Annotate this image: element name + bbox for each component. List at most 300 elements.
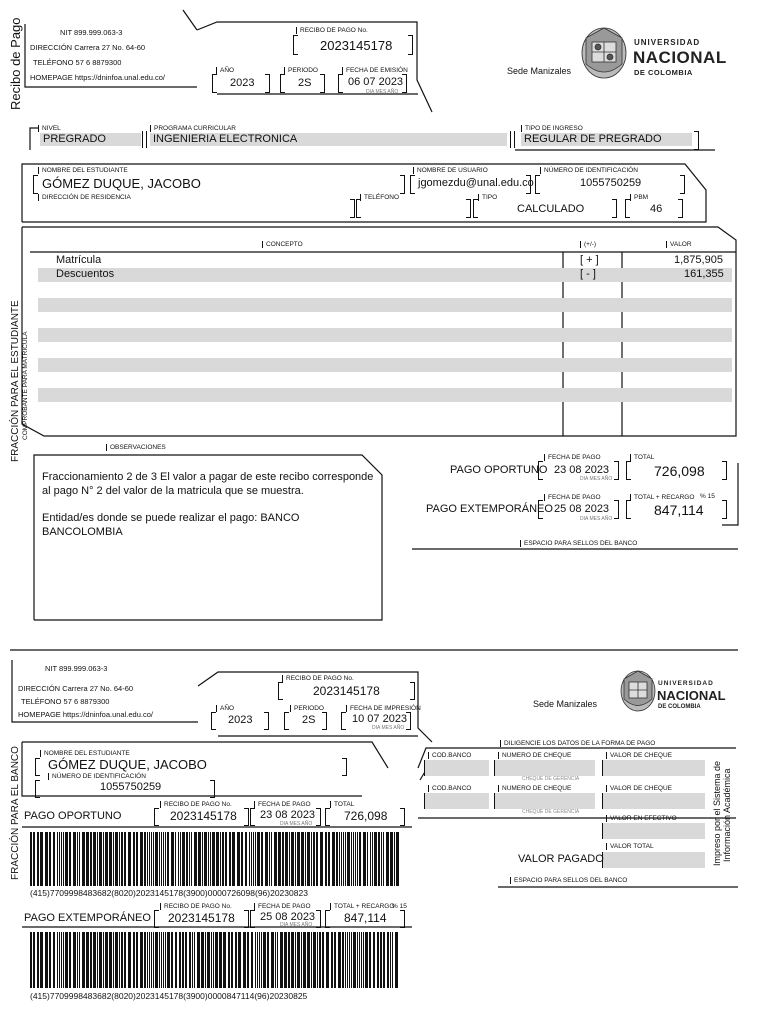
barcode-bar — [140, 832, 143, 886]
barcode-bar — [336, 832, 338, 886]
barcode-bar — [357, 932, 358, 988]
barcode-bar — [325, 832, 327, 886]
usuario-value: jgomezdu@unal.edu.co — [418, 177, 534, 189]
barcode-bar — [377, 932, 379, 988]
barcode-bar — [144, 832, 146, 886]
observaciones-text1: Fraccionamiento 2 de 3 El valor a pagar de este recibo corresponde al pago N° 2 del valor de la matricula que se muestra. — [42, 471, 374, 497]
barcode-bar — [82, 932, 85, 988]
barcode-bar — [191, 832, 192, 886]
barcode-bar — [133, 932, 135, 988]
barcode-oportuno-text: (415)7709998483682(8020)2023145178(3900)0000726098(96)20230823 — [30, 888, 308, 898]
barcode-bar — [251, 932, 253, 988]
barcode-bar — [40, 932, 43, 988]
bank-recibo-value3: 2023145178 — [168, 911, 235, 925]
id-label: NÚMERO DE IDENTIFICACIÓN — [540, 167, 638, 174]
observaciones-text2: Entidad/es donde se puede realizar el pago: BANCO BANCOLOMBIA — [42, 512, 300, 538]
barcode-bar — [121, 932, 123, 988]
barcode-bar — [295, 832, 296, 886]
bracket — [406, 712, 411, 730]
comprobante-label: COMPROBANTE PARA MATRICULA — [22, 331, 29, 440]
valor-total-field[interactable] — [602, 852, 705, 868]
barcode-bar — [326, 932, 329, 988]
barcode-bar — [119, 832, 120, 886]
barcode-bar — [235, 932, 237, 988]
numero-cheque-field-1[interactable] — [494, 760, 595, 776]
barcode-bar — [128, 832, 131, 886]
barcode-bar — [153, 932, 154, 988]
barcode-bar — [37, 932, 39, 988]
barcode-bar — [57, 932, 58, 988]
bank-recibo-label3: RECIBO DE PAGO No. — [160, 903, 232, 910]
barcode-bar — [257, 932, 258, 988]
concept-row-1-sign: [ - ] — [580, 268, 596, 280]
barcode-bar — [128, 932, 131, 988]
barcode-bar — [359, 932, 360, 988]
barcode-bar — [319, 932, 321, 988]
barcode-bar — [69, 932, 71, 988]
bracket — [142, 131, 147, 148]
barcode-bar — [202, 832, 203, 886]
barcode-bar — [61, 932, 62, 988]
bracket — [35, 780, 40, 798]
university-logo — [574, 18, 732, 98]
barcode-bar — [363, 832, 366, 886]
barcode-bar — [347, 832, 350, 886]
barcode-bar — [201, 932, 204, 988]
barcode-bar — [103, 832, 104, 886]
barcode-bar — [115, 832, 118, 886]
cod-banco-field-1[interactable] — [424, 760, 489, 776]
nombre-label: NOMBRE DEL ESTUDIANTE — [38, 167, 128, 174]
barcode-bar — [305, 832, 306, 886]
anio-label: AÑO — [216, 67, 234, 74]
barcode-bar — [151, 932, 152, 988]
barcode-bar — [194, 932, 195, 988]
numero-cheque-field-2[interactable] — [494, 793, 595, 809]
barcode-bar — [247, 932, 249, 988]
barcode-bar — [179, 932, 181, 988]
barcode-bar — [317, 932, 318, 988]
barcode-bar — [97, 832, 98, 886]
barcode-bar — [103, 932, 104, 988]
barcode-bar — [373, 932, 375, 988]
barcode-bar — [289, 832, 290, 886]
barcode-bar — [93, 832, 96, 886]
barcode-bar — [255, 932, 256, 988]
logo-line3: DE COLOMBIA — [634, 68, 693, 77]
bank-recibo-label: RECIBO DE PAGO No. — [282, 675, 354, 682]
bank-fecha-impresion-label: FECHA DE IMPRESIÓN — [346, 705, 421, 712]
bracket — [473, 199, 478, 218]
barcode-bar — [353, 932, 356, 988]
bracket — [210, 780, 215, 798]
receipt-title: Recibo de Pago — [8, 17, 23, 110]
bank-homepage-link[interactable]: https://dninfoa.unal.edu.co/ — [62, 710, 153, 719]
barcode-bar — [396, 832, 399, 886]
sellos-label: ESPACIO PARA SELLOS DEL BANCO — [520, 540, 637, 547]
barcode-bar — [33, 832, 35, 886]
barcode-bar — [280, 932, 283, 988]
bracket — [408, 35, 413, 55]
nivel-value: PREGRADO — [40, 133, 141, 146]
bracket — [410, 175, 415, 194]
bracket — [400, 808, 405, 826]
barcode-bar — [223, 932, 226, 988]
barcode-bar — [291, 832, 294, 886]
barcode-bar — [204, 832, 207, 886]
bracket — [338, 74, 343, 93]
barcode-bar — [73, 832, 76, 886]
programa-label: PROGRAMA CURRICULAR — [150, 125, 236, 132]
concepto-label: CONCEPTO — [262, 241, 303, 248]
valor-cheque-label: VALOR DE CHEQUE — [606, 752, 672, 759]
barcode-bar — [232, 832, 235, 886]
concept-row-1-label: Descuentos — [56, 268, 115, 280]
barcode-bar — [86, 932, 89, 988]
bank-fecha-extemporaneo: 25 08 2023 — [260, 911, 316, 923]
cod-banco-field-2[interactable] — [424, 793, 489, 809]
barcode-bar — [370, 832, 371, 886]
barcode-bar — [231, 932, 233, 988]
bracket — [350, 199, 355, 218]
programa-value: INGENIERIA ELECTRONICA — [150, 133, 507, 146]
barcode-bar — [372, 832, 373, 886]
barcode-bar — [343, 832, 344, 886]
barcode-bar — [207, 932, 210, 988]
barcode-bar — [119, 932, 120, 988]
bracket — [400, 175, 405, 194]
barcode-bar — [342, 932, 344, 988]
barcode-bar — [380, 932, 382, 988]
barcode-bar — [49, 832, 51, 886]
bank-direccion-row — [18, 684, 133, 693]
barcode-bar — [275, 932, 276, 988]
dia-mes-anio-hint: DIA MES AÑO — [580, 516, 613, 522]
barcode-bar — [291, 932, 294, 988]
barcode-bar — [353, 832, 354, 886]
impreso-line2: Información Académica — [722, 768, 732, 862]
bracket — [342, 758, 347, 776]
homepage-link[interactable]: https://dninfoa.unal.edu.co/ — [74, 73, 165, 82]
bank-recibo-value: 2023145178 — [313, 684, 380, 698]
barcode-bar — [383, 832, 384, 886]
bracket — [293, 35, 298, 55]
barcode-bar — [277, 932, 278, 988]
valor-cheque-field-2[interactable] — [602, 793, 705, 809]
concept-row-1-value: 161,355 — [684, 268, 724, 280]
bank-fecha-pago-label: FECHA DE PAGO — [254, 801, 311, 808]
sede-text: Sede Manizales — [507, 66, 572, 76]
barcode-bar — [136, 832, 138, 886]
pbm-value: 46 — [650, 203, 663, 215]
bank-direccion-value: Carrera 27 No. 64-60 — [62, 684, 134, 693]
barcode-bar — [311, 932, 312, 988]
recargo-pct: % 15 — [700, 493, 715, 500]
direccion-row — [30, 43, 145, 52]
bracket — [341, 712, 346, 730]
bracket — [612, 199, 617, 218]
bracket — [694, 131, 699, 150]
barcode-bar — [245, 832, 247, 886]
bracket — [265, 74, 270, 93]
bracket — [722, 461, 727, 480]
concept-row-0-value: 1,875,905 — [674, 254, 723, 266]
barcode-bar — [243, 932, 246, 988]
barcode-bar — [212, 832, 215, 886]
logo-line1: UNIVERSIDAD — [658, 680, 714, 687]
barcode-bar — [155, 832, 158, 886]
barcode-bar — [33, 932, 35, 988]
barcode-extemporaneo-text: (415)7709998483682(8020)2023145178(3900)0000847114(96)20230825 — [30, 991, 308, 1001]
bracket — [322, 712, 327, 730]
bank-fecha-oportuno: 23 08 2023 — [260, 809, 316, 821]
fecha-oportuno-value: 23 08 2023 — [554, 464, 610, 476]
barcode-bar — [367, 832, 368, 886]
barcode-bar — [189, 932, 191, 988]
barcode-bar — [113, 932, 114, 988]
bracket — [212, 74, 217, 93]
barcode-bar — [392, 932, 393, 988]
barcode-bar — [365, 932, 368, 988]
concepts-stripes — [38, 268, 732, 418]
barcode-bar — [45, 932, 48, 988]
barcode-bar — [285, 832, 288, 886]
barcode-bar — [351, 932, 352, 988]
barcode-bar — [59, 832, 60, 886]
barcode-bar — [59, 932, 60, 988]
valor-cheque-label2: VALOR DE CHEQUE — [606, 785, 672, 792]
barcode-bar — [79, 932, 80, 988]
bank-nit: NIT 899.999.063-3 — [45, 664, 108, 673]
barcode-bar — [90, 832, 92, 886]
barcode-bar — [147, 832, 148, 886]
bank-recibo-label2: RECIBO DE PAGO No. — [160, 801, 232, 808]
barcode-bar — [144, 932, 146, 988]
bracket — [680, 175, 685, 194]
barcode-bar — [171, 932, 173, 988]
barcode-bar — [167, 832, 169, 886]
barcode-bar — [161, 932, 162, 988]
barcode-bar — [163, 832, 164, 886]
barcode-bar — [357, 832, 358, 886]
bracket — [280, 74, 285, 93]
barcode-bar — [151, 832, 152, 886]
barcode-bar — [182, 832, 185, 886]
barcode-bar — [257, 832, 260, 886]
bank-id-label: NÚMERO DE IDENTIFICACIÓN — [48, 773, 146, 780]
barcode-bar — [313, 832, 315, 886]
logo-line2: NACIONAL — [657, 688, 726, 703]
homepage-row — [30, 73, 165, 82]
barcode-bar — [347, 932, 348, 988]
bracket — [526, 175, 531, 194]
valor-total-label: VALOR TOTAL — [606, 843, 654, 850]
bracket — [625, 199, 630, 218]
bracket — [535, 175, 540, 194]
numero-cheque-label: NUMERO DE CHEQUE — [498, 752, 571, 759]
barcode-bar — [228, 932, 230, 988]
total-oportuno-value: 726,098 — [654, 463, 705, 479]
barcode-bar — [163, 932, 164, 988]
barcode-bar — [394, 832, 395, 886]
bracket — [284, 712, 289, 730]
barcode-bar — [194, 832, 197, 886]
barcode-bar — [182, 932, 184, 988]
barcode-bar — [124, 932, 126, 988]
barcode-bar — [155, 932, 158, 988]
barcode-bar — [178, 832, 179, 886]
fecha-emision-value: 06 07 2023 — [348, 76, 404, 88]
barcode-bar — [261, 832, 263, 886]
barcode-bar — [165, 932, 166, 988]
university-crest-icon — [578, 24, 630, 82]
barcode-bar — [69, 832, 71, 886]
bank-total-oportuno: 726,098 — [344, 809, 388, 823]
barcode-bar — [167, 932, 170, 988]
valor-label: VALOR — [666, 241, 692, 248]
bank-fecha-impresion-value: 10 07 2023 — [352, 713, 408, 725]
barcode-extemporaneo — [30, 932, 400, 988]
barcode-bar — [297, 932, 300, 988]
barcode-bar — [219, 932, 222, 988]
bracket — [244, 808, 249, 826]
barcode-bar — [338, 932, 341, 988]
barcode-bar — [297, 832, 300, 886]
tipo-ingreso-label: TIPO DE INGRESO — [521, 125, 583, 132]
nit-text: NIT 899.999.063-3 — [60, 28, 123, 37]
bracket — [244, 910, 249, 928]
fecha-extemporaneo-value: 25 08 2023 — [554, 503, 610, 515]
id-value: 1055750259 — [580, 177, 642, 189]
barcode-bar — [99, 932, 102, 988]
dia-mes-anio-hint: DIA MES AÑO — [372, 725, 405, 731]
dia-mes-anio-hint: DIA MES AÑO — [280, 922, 313, 928]
pbm-label: PBM — [630, 194, 648, 201]
barcode-bar — [73, 932, 76, 988]
bracket — [320, 74, 325, 93]
fecha-pago-label: FECHA DE PAGO — [544, 454, 601, 461]
barcode-bar — [175, 832, 176, 886]
bank-recibo-value2: 2023145178 — [170, 809, 237, 823]
barcode-bar — [210, 832, 211, 886]
barcode-bar — [383, 932, 385, 988]
barcode-bar — [198, 832, 201, 886]
barcode-bar — [124, 832, 126, 886]
barcode-bar — [355, 832, 356, 886]
dia-mes-anio-hint: DIA MES AÑO — [280, 821, 313, 827]
barcode-bar — [136, 932, 138, 988]
barcode-bar — [159, 832, 160, 886]
bracket — [722, 500, 727, 519]
barcode-bar — [311, 832, 312, 886]
university-crest-icon — [618, 668, 658, 714]
barcode-bar — [301, 932, 302, 988]
concept-row-0-sign: [ + ] — [580, 254, 599, 266]
bracket — [402, 74, 407, 93]
bracket — [211, 712, 216, 730]
bank-fecha-pago-label2: FECHA DE PAGO — [254, 903, 311, 910]
barcode-bar — [284, 932, 287, 988]
direccion-residencia-label: DIRECCIÓN DE RESIDENCIA — [38, 194, 131, 201]
bank-total-label: TOTAL — [330, 801, 354, 808]
barcode-bar — [93, 932, 96, 988]
barcode-bar — [65, 932, 68, 988]
impreso-line1: Impreso por el Sistema de — [712, 760, 722, 866]
barcode-bar — [149, 932, 150, 988]
barcode-bar — [386, 832, 389, 886]
bank-oportuno-label: PAGO OPORTUNO — [24, 810, 122, 822]
total-extemporaneo-value: 847,114 — [654, 502, 704, 518]
barcode-bar — [359, 832, 361, 886]
barcode-bar — [369, 932, 371, 988]
barcode-bar — [278, 832, 281, 886]
bank-total-extemporaneo: 847,114 — [344, 911, 387, 925]
bracket — [614, 500, 619, 519]
barcode-bar — [97, 932, 98, 988]
valor-cheque-field-1[interactable] — [602, 760, 705, 776]
barcode-bar — [63, 832, 64, 886]
bracket — [538, 500, 543, 519]
barcode-bar — [331, 932, 333, 988]
barcode-bar — [269, 832, 270, 886]
barcode-bar — [341, 832, 342, 886]
barcode-bar — [328, 832, 330, 886]
bracket — [250, 910, 255, 928]
homepage-label: HOMEPAGE — [30, 73, 73, 82]
barcode-bar — [334, 932, 336, 988]
barcode-bar — [249, 832, 250, 886]
fecha-emision-label: FECHA DE EMISIÓN — [342, 67, 408, 74]
cod-banco-label2: COD.BANCO — [428, 785, 471, 792]
barcode-bar — [390, 832, 393, 886]
bracket — [538, 461, 543, 480]
barcode-bar — [282, 832, 284, 886]
valor-efectivo-field[interactable] — [602, 823, 705, 839]
barcode-bar — [213, 932, 214, 988]
bracket — [626, 500, 631, 519]
barcode-bar — [271, 832, 272, 886]
bracket — [33, 175, 38, 194]
barcode-bar — [82, 832, 85, 886]
barcode-bar — [30, 932, 32, 988]
barcode-bar — [303, 932, 306, 988]
periodo-value: 2S — [298, 77, 312, 89]
barcode-bar — [255, 832, 256, 886]
barcode-bar — [363, 932, 364, 988]
barcode-bar — [105, 832, 108, 886]
barcode-bar — [90, 932, 92, 988]
tipo-ingreso-value: REGULAR DE PREGRADO — [521, 133, 692, 146]
bracket — [466, 199, 471, 218]
barcode-bar — [265, 832, 268, 886]
barcode-bar — [271, 932, 274, 988]
barcode-bar — [40, 832, 43, 886]
barcode-bar — [61, 832, 62, 886]
barcode-bar — [79, 832, 80, 886]
barcode-bar — [37, 832, 39, 886]
usuario-label: NOMBRE DE USUARIO — [413, 167, 488, 174]
bracket — [316, 910, 321, 928]
total-label: TOTAL — [630, 454, 654, 461]
tipo-label: TIPO — [478, 194, 497, 201]
barcode-bar — [113, 832, 114, 886]
barcode-bar — [57, 832, 58, 886]
barcode-bar — [267, 932, 269, 988]
barcode-bar — [307, 832, 310, 886]
barcode-bar — [189, 832, 190, 886]
bracket — [325, 808, 330, 826]
bracket — [278, 682, 283, 700]
